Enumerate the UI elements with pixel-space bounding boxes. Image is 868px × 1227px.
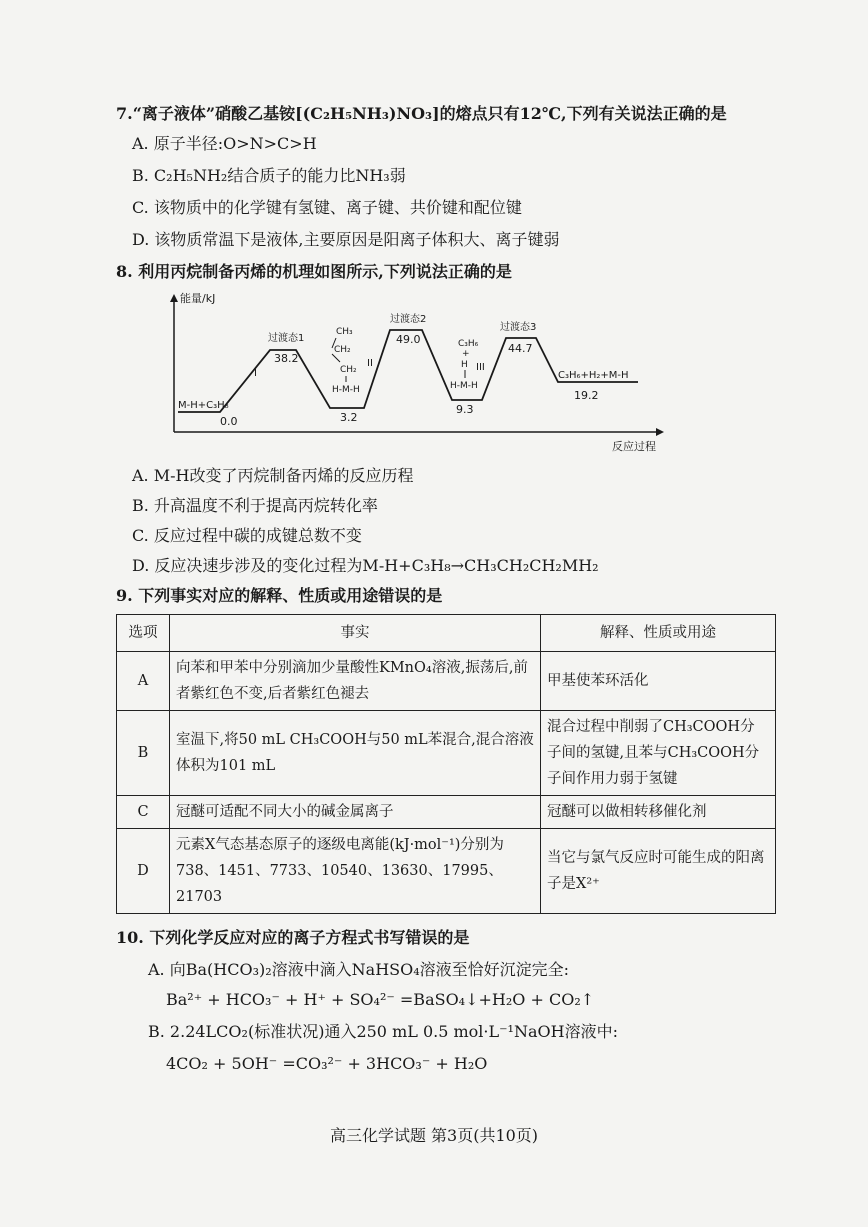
row-fact: 冠醚可适配不同大小的碱金属离子: [170, 796, 541, 829]
page-footer: 高三化学试题 第3页(共10页): [329, 1126, 539, 1145]
q7-option-d: D. 该物质常温下是液体,主要原因是阳离子体积大、离子键弱: [132, 230, 560, 249]
q7-option-c: C. 该物质中的化学键有氢键、离子键、共价键和配位键: [132, 198, 522, 217]
energy-diagram: [160, 292, 680, 454]
ts1-label: 过渡态1: [268, 333, 305, 344]
ts3-label: 过渡态3: [500, 322, 537, 333]
int1-ch3: CH₃: [336, 327, 353, 337]
q10-equation-a: Ba²⁺ + HCO₃⁻ + H⁺ + SO₄²⁻ =BaSO₄↓+H₂O + CO₂↑: [166, 990, 595, 1009]
x-axis-arrow: [656, 428, 664, 436]
header-fact: 事实: [170, 615, 541, 652]
table-header-row: [117, 615, 776, 652]
q7-option-b: B. C₂H₅NH₂结合质子的能力比NH₃弱: [132, 166, 406, 185]
row-explanation: 甲基使苯环活化: [541, 652, 776, 711]
step-label-ii: II: [367, 358, 373, 369]
row-fact: 向苯和甲苯中分别滴加少量酸性KMnO₄溶液,振荡后,前者紫红色不变,后者紫红色褪去: [170, 652, 541, 711]
row-option: B: [117, 711, 170, 796]
q8-stem: 8. 利用丙烷制备丙烯的机理如图所示,下列说法正确的是: [116, 262, 512, 281]
level-value: 0.0: [220, 415, 238, 428]
level-value: 3.2: [340, 411, 358, 424]
int1-ch2-lower: CH₂: [340, 365, 357, 375]
q10-stem: 10. 下列化学反应对应的离子方程式书写错误的是: [116, 928, 470, 947]
facts-table: [116, 614, 776, 914]
q8-option-c: C. 反应过程中碳的成键总数不变: [132, 526, 362, 545]
q10-equation-b: 4CO₂ + 5OH⁻ =CO₃²⁻ + 3HCO₃⁻ + H₂O: [166, 1054, 488, 1073]
header-explanation: 解释、性质或用途: [541, 615, 776, 652]
q8-option-d: D. 反应决速步涉及的变化过程为M-H+C₃H₈→CH₃CH₂CH₂MH₂: [132, 556, 599, 575]
int2-plus: +: [462, 349, 470, 359]
int1-base: H-M-H: [332, 385, 360, 395]
level-value: 38.2: [274, 352, 299, 365]
int2-c3h6: C₃H₆: [458, 339, 479, 349]
level-value: 49.0: [396, 333, 421, 346]
q10-option-b: B. 2.24LCO₂(标准状况)通入250 mL 0.5 mol·L⁻¹NaOH溶液中:: [148, 1022, 618, 1041]
row-option: C: [117, 796, 170, 829]
q10-option-a: A. 向Ba(HCO₃)₂溶液中滴入NaHSO₄溶液至恰好沉淀完全:: [148, 960, 570, 979]
q8-option-b: B. 升高温度不利于提高丙烷转化率: [132, 496, 378, 515]
int2-h: H: [461, 360, 468, 370]
row-fact: 室温下,将50 mL CH₃COOH与50 mL苯混合,混合溶液体积为101 mL: [170, 711, 541, 796]
int2-base: H-M-H: [450, 381, 478, 391]
table-row: [117, 829, 776, 914]
row-explanation: 当它与氯气反应时可能生成的阳离子是X²⁺: [541, 829, 776, 914]
row-explanation: 混合过程中削弱了CH₃COOH分子间的氢键,且苯与CH₃COOH分子间作用力弱于氢键: [541, 711, 776, 796]
step-label-iii: III: [476, 362, 485, 373]
level-value: 19.2: [574, 389, 599, 402]
table-row: [117, 711, 776, 796]
header-option: 选项: [117, 615, 170, 652]
level-value: 9.3: [456, 403, 474, 416]
q7-stem: 7.“离子液体”硝酸乙基铵[(C₂H₅NH₃)NO₃]的熔点只有12℃,下列有关说法正确的是: [116, 104, 727, 123]
level-value: 44.7: [508, 342, 533, 355]
row-fact: 元素X气态基态原子的逐级电离能(kJ·mol⁻¹)分别为738、1451、7733、10540、13630、17995、21703: [170, 829, 541, 914]
y-axis-label: 能量/kJ: [180, 292, 216, 305]
table-row: [117, 796, 776, 829]
q7-option-a: A. 原子半径:O>N>C>H: [132, 134, 317, 153]
reactant-label: M-H+C₃H₈: [178, 400, 229, 411]
row-explanation: 冠醚可以做相转移催化剂: [541, 796, 776, 829]
ts2-label: 过渡态2: [390, 314, 427, 325]
table-row: [117, 652, 776, 711]
int1-ch2-upper: CH₂: [334, 345, 351, 355]
row-option: A: [117, 652, 170, 711]
x-axis-label: 反应过程: [612, 440, 656, 453]
step-label-i: I: [254, 368, 257, 379]
y-axis-arrow: [170, 294, 178, 302]
q9-stem: 9. 下列事实对应的解释、性质或用途错误的是: [116, 586, 443, 605]
q8-option-a: A. M-H改变了丙烷制备丙烯的反应历程: [132, 466, 414, 485]
row-option: D: [117, 829, 170, 914]
product-label: C₃H₆+H₂+M-H: [558, 370, 629, 381]
